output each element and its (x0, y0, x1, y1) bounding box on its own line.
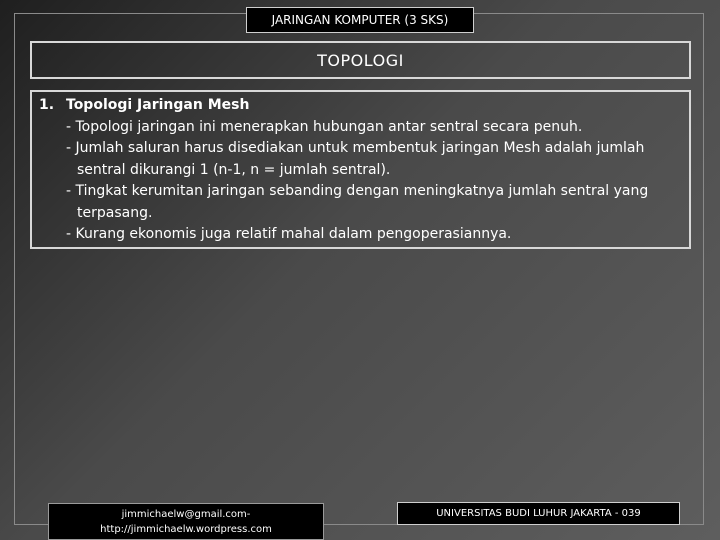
footer-institution: UNIVERSITAS BUDI LUHUR JAKARTA - 039 (436, 508, 641, 519)
content-line: - Tingkat kerumitan jaringan sebanding dengan meningkatnya jumlah sentral yang (66, 183, 649, 199)
content-box (30, 90, 691, 249)
course-title-box (246, 7, 474, 33)
content-line: terpasang. (77, 204, 153, 221)
content-line: - Jumlah saluran harus disediakan untuk membentuk jaringan Mesh adalah jumlah (66, 140, 645, 156)
list-heading-text: Topologi Jaringan Mesh (66, 97, 250, 113)
slide-title-box (30, 41, 691, 79)
slide-title: TOPOLOGI (317, 51, 404, 70)
content-line: - Kurang ekonomis juga relatif mahal dalam pengoperasiannya. (66, 226, 512, 242)
course-title: JARINGAN KOMPUTER (3 SKS) (271, 13, 449, 27)
footer-website: http://jimmichaelw.wordpress.com (100, 524, 272, 535)
content-line: sentral dikurangi 1 (n-1, n = jumlah sentral). (77, 161, 391, 178)
footer-email: jimmichaelw@gmail.com- (121, 509, 251, 520)
footer-contact (48, 503, 324, 540)
footer-institution-box (397, 502, 680, 525)
list-number: 1. (39, 97, 55, 113)
list-item-heading (39, 95, 681, 117)
content-line: - Topologi jaringan ini menerapkan hubungan antar sentral secara penuh. (66, 118, 583, 135)
